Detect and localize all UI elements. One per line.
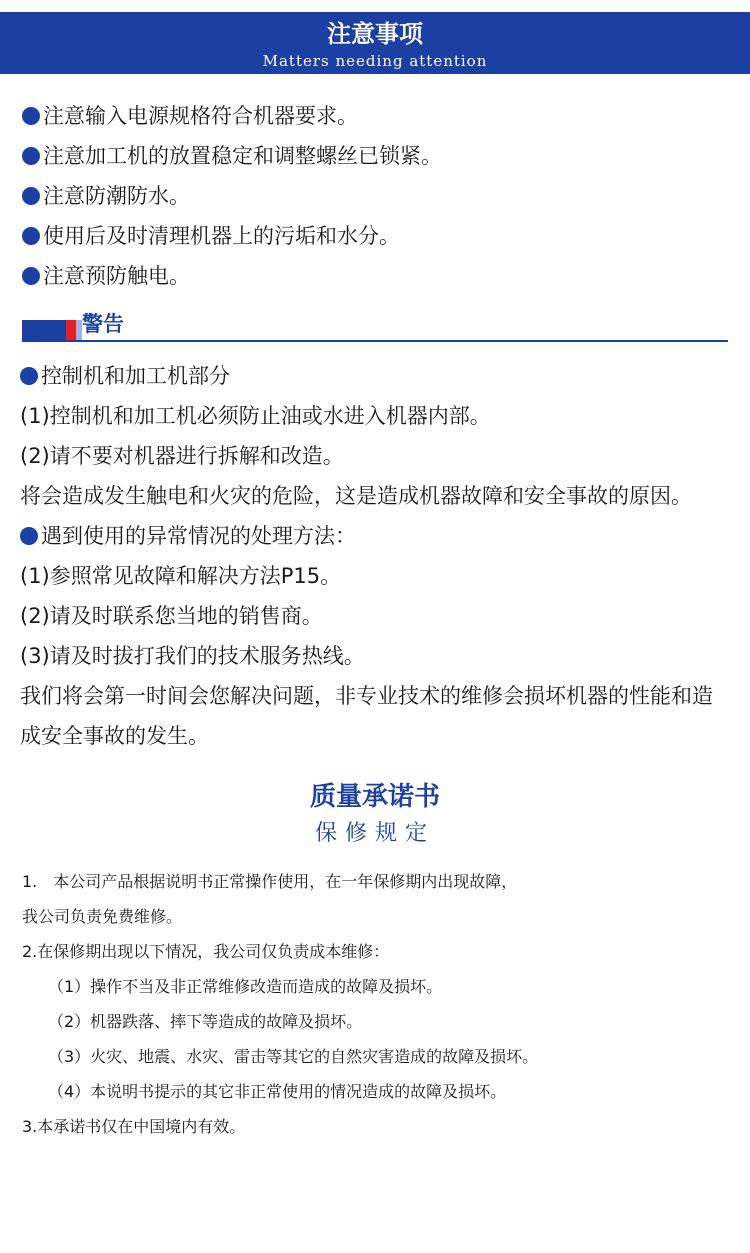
warning-title: 警告	[82, 312, 124, 336]
bullet-dot-icon	[22, 147, 40, 165]
quality-header	[0, 780, 750, 850]
attention-item-text: 注意预防触电。	[43, 264, 190, 288]
attention-item	[22, 136, 750, 176]
quality-clause: 3.本承诺书仅在中国境内有效。	[22, 1117, 246, 1136]
quality-clause: 1. 本公司产品根据说明书正常操作使用，在一年保修期内出现故障，	[22, 872, 518, 891]
attention-item-text: 注意防潮防水。	[43, 184, 190, 208]
bullet-dot-icon	[22, 187, 40, 205]
warning-item: (2)请不要对机器进行拆解和改造。	[20, 444, 344, 468]
warning-item: (1)参照常见故障和解决方法P15。	[20, 564, 342, 588]
warning-header	[22, 308, 728, 342]
warning-body	[0, 356, 726, 756]
warning-item: (1)控制机和加工机必须防止油或水进入机器内部。	[20, 404, 491, 428]
bullet-dot-icon	[22, 227, 40, 245]
attention-banner	[0, 12, 750, 74]
attention-item-text: 注意加工机的放置稳定和调整螺丝已锁紧。	[43, 144, 442, 168]
quality-sub-item: （2）机器跌落、摔下等造成的故障及损坏。	[48, 1012, 363, 1031]
banner-subtitle: Matters needing attention	[262, 52, 488, 70]
warning-blue-bar	[22, 320, 66, 340]
warning-item: (3)请及时拔打我们的技术服务热线。	[20, 644, 365, 668]
quality-sub-item: （3）火灾、地震、水灾、雷击等其它的自然灾害造成的故障及损坏。	[48, 1047, 539, 1066]
attention-item	[22, 216, 750, 256]
quality-body	[0, 864, 750, 1144]
warning-section-heading: 遇到使用的异常情况的处理方法：	[20, 516, 726, 556]
bullet-dot-icon	[22, 107, 40, 125]
quality-clause: 我公司负责免费维修。	[22, 907, 183, 926]
quality-title: 质量承诺书	[309, 782, 440, 812]
banner-title: 注意事项	[327, 20, 423, 48]
attention-item-text: 注意输入电源规格符合机器要求。	[43, 104, 358, 128]
attention-item	[22, 256, 750, 296]
attention-item	[22, 176, 750, 216]
warning-note: 我们将会第一时间会您解决问题，非专业技术的维修会损坏机器的性能和造成安全事故的发生。	[20, 684, 713, 748]
bullet-dot-icon	[20, 367, 38, 385]
quality-sub-item: （1）操作不当及非正常维修改造而造成的故障及损坏。	[48, 977, 443, 996]
warning-red-bar	[66, 320, 76, 340]
attention-item-text: 使用后及时清理机器上的污垢和水分。	[43, 224, 400, 248]
warning-note: 将会造成发生触电和火灾的危险，这是造成机器故障和安全事故的原因。	[20, 484, 692, 508]
attention-item	[22, 96, 750, 136]
bullet-dot-icon	[22, 267, 40, 285]
attention-list	[0, 96, 750, 296]
quality-clause: 2.在保修期出现以下情况，我公司仅负责成本维修：	[22, 942, 390, 961]
warning-item: (2)请及时联系您当地的销售商。	[20, 604, 323, 628]
warning-section-heading: 控制机和加工机部分	[20, 356, 726, 396]
quality-subtitle: 保修规定	[314, 821, 435, 846]
bullet-dot-icon	[20, 527, 38, 545]
quality-sub-item: （4）本说明书提示的其它非正常使用的情况造成的故障及损坏。	[48, 1082, 507, 1101]
